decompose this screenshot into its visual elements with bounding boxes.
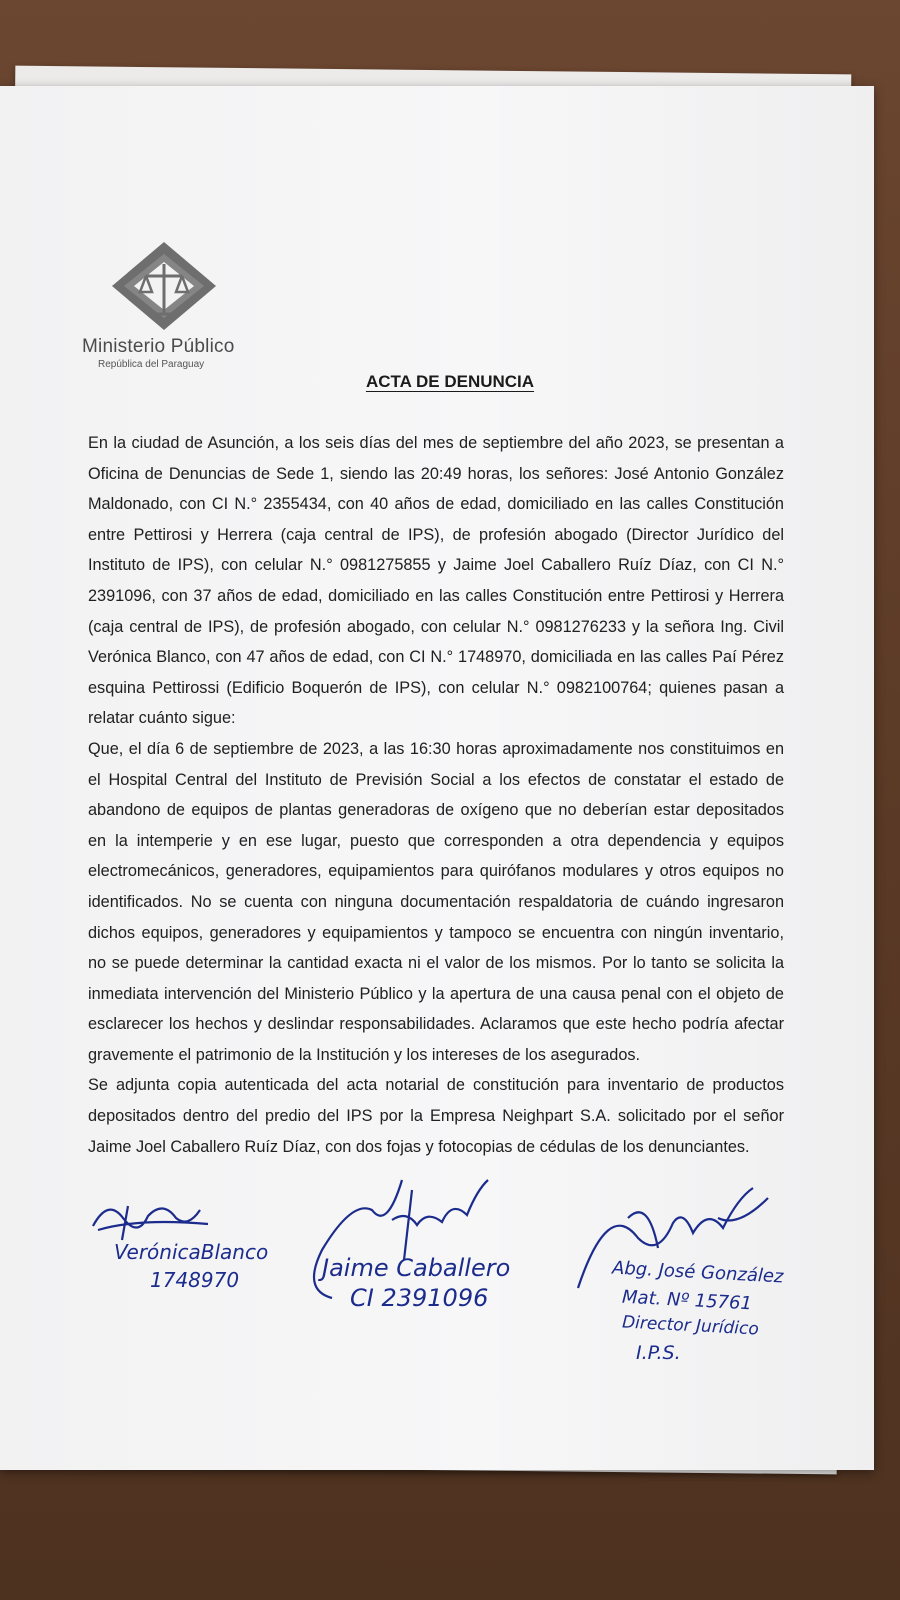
signature-middle-name: Jaime Caballero <box>322 1254 511 1282</box>
signature-left-id: 1748970 <box>150 1268 240 1292</box>
institution-country: República del Paraguay <box>98 359 205 370</box>
signature-middle-id: CI 2391096 <box>350 1284 489 1312</box>
paragraph-attachments: Se adjunta copia autenticada del acta notarial de constitución para inventario de productos depositados dentro del predio del IPS por la Empresa Neighpart S.A. solicitado por el señor Jaime Joel Caballero Ruíz Díaz, con dos fojas y fotocopias de cédulas de los denunciantes. <box>88 1076 784 1156</box>
signature-right-line2: Mat. Nº 15761 <box>621 1286 753 1315</box>
paragraph-intro: En la ciudad de Asunción, a los seis días del mes de septiembre del año 2023, se presentan a Oficina de Denuncias de Sede 1, siendo las 20:49 horas, los señores: José Antonio González Maldonado, con CI N.° 2355434, con 40 años de edad, domiciliado en las calles Constitución entre Pettirosi y Herrera (caja central de IPS), de profesión abogado (Director Jurídico del Instituto de IPS), con celular N.° 0981275855 y Jaime Joel Caballero Ruíz Díaz, con CI N.° 2391096, con 37 años de edad, domiciliado en las calles Constitución entre Pettirosi y Herrera (caja central de IPS), de profesión abogado, con celular N.° 0981276233 y la señora Ing. Civil Verónica Blanco, con 47 años de edad, con CI N.° 1748970, domiciliada en las calles Paí Pérez esquina Pettirossi (Edificio Boquerón de IPS), con celular N.° 0982100764; quienes pasan a relatar cuánto sigue: <box>88 434 784 728</box>
ministry-logo <box>82 240 252 370</box>
institution-name: Ministerio Público <box>82 336 235 357</box>
signature-right-line1: Abg. José González <box>611 1257 784 1288</box>
document-title: ACTA DE DENUNCIA <box>365 372 535 391</box>
signature-right-line3: Director Jurídico <box>621 1312 760 1340</box>
document-body <box>88 428 784 1162</box>
signature-scribble-left <box>88 1188 218 1248</box>
signature-left-name: VerónicaBlanco <box>114 1240 269 1264</box>
signature-right-line4: I.P.S. <box>636 1342 681 1364</box>
paragraph-facts: Que, el día 6 de septiembre de 2023, a las 16:30 horas aproximadamente nos constituimos en el Hospital Central del Instituto de Previsión Social a los efectos de constatar el estado de abandono de equipos de plantas generadoras de oxígeno que no deberían estar depositados en la intemperie y en ese lugar, puesto que corresponden a otra dependencia y equipos electromecánicos, generadores, equipamientos para quirófanos modulares y otros equipos no identificados. No se cuenta con ninguna documentación respaldatoria de cuándo ingresaron dichos equipos, generadores y equipamientos y tampoco se encuentra con ningún inventario, no se puede determinar la cantidad exacta ni el valor de los mismos. Por lo tanto se solicita la inmediata intervención del Ministerio Público y la apertura de una causa penal con el objeto de esclarecer los hechos y deslindar responsabilidades. Aclaramos que este hecho podría afectar gravemente el patrimonio de la Institución y los intereses de los asegurados. <box>88 739 784 1064</box>
scales-of-justice-icon <box>108 240 220 332</box>
